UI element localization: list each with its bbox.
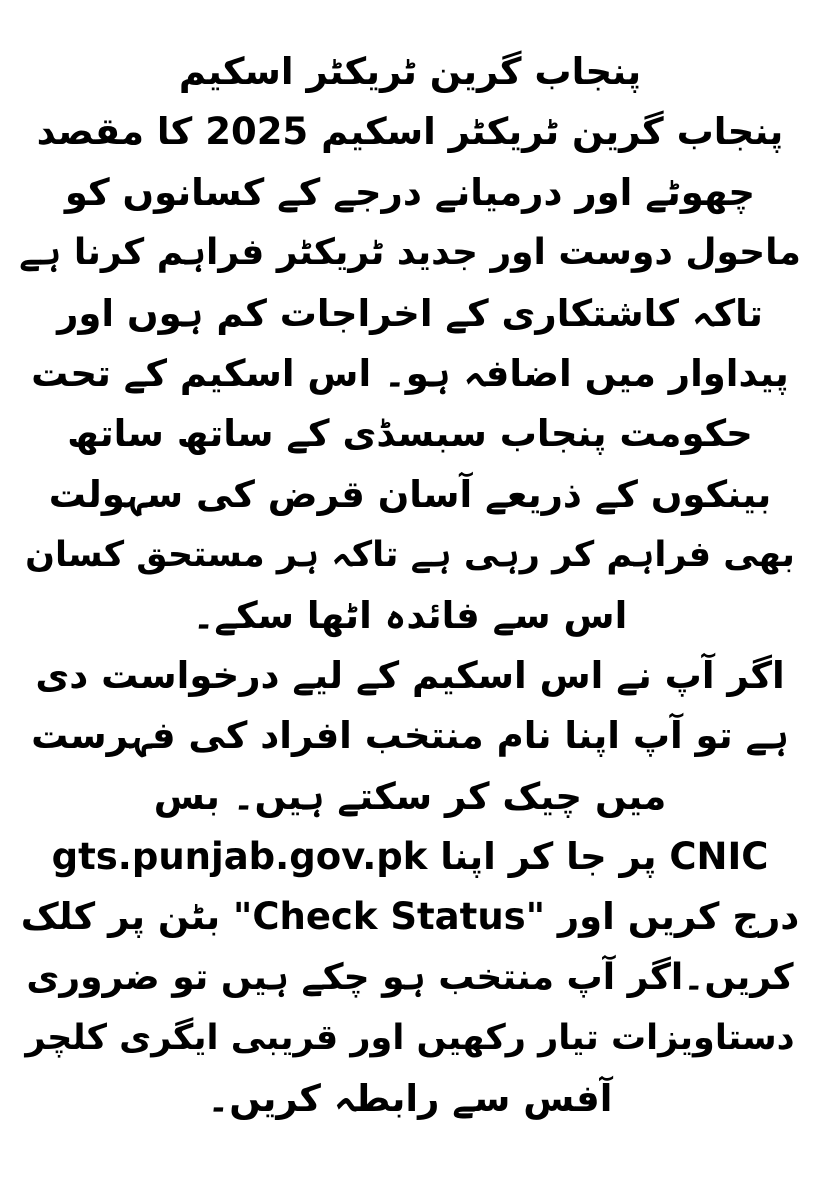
text-line-11: ہے تو آپ اپنا نام منتخب افراد کی فہرست xyxy=(31,714,789,758)
text-line-3: ماحول دوست اور جدید ٹریکٹر فراہم کرنا ہے xyxy=(19,232,801,274)
text-line-4: تاکہ کاشتکاری کے اخراجات کم ہوں اور xyxy=(57,291,763,335)
text-line-7: بینکوں کے ذریعے آسان قرض کی سہولت xyxy=(48,472,772,516)
text-line-2: چھوٹے اور درمیانے درجے کے کسانوں کو xyxy=(64,170,756,214)
text-line-14: درج کریں اور "Check Status" بٹن پر کلک xyxy=(20,895,800,939)
text-line-9: اس سے فائدہ اٹھا سکے۔ xyxy=(192,593,628,637)
text-line-8: بھی فراہم کر رہی ہے تاکہ ہر مستحق کسان xyxy=(25,535,795,576)
text-line-10: اگر آپ نے اس اسکیم کے لیے درخواست دی xyxy=(35,653,785,697)
text-line-13: gts.punjab.gov.pk پر جا کر اپنا CNIC xyxy=(51,835,769,879)
text-line-15: کریں۔اگر آپ منتخب ہو چکے ہیں تو ضروری xyxy=(26,956,794,998)
text-line-1: پنجاب گرین ٹریکٹر اسکیم 2025 کا مقصد xyxy=(36,110,784,154)
text-line-17: آفس سے رابطہ کریں۔ xyxy=(207,1076,613,1120)
text-line-6: حکومت پنجاب سبسڈی کے ساتھ ساتھ xyxy=(67,412,753,456)
document-title: پنجاب گرین ٹریکٹر اسکیم xyxy=(178,50,642,93)
text-line-16: دستاویزات تیار رکھیں اور قریبی ایگری کلچر xyxy=(25,1018,795,1059)
text-line-12: میں چیک کر سکتے ہیں۔ بس xyxy=(153,774,667,818)
text-line-5: پیداوار میں اضافہ ہو۔ اس اسکیم کے تحت xyxy=(31,351,789,395)
